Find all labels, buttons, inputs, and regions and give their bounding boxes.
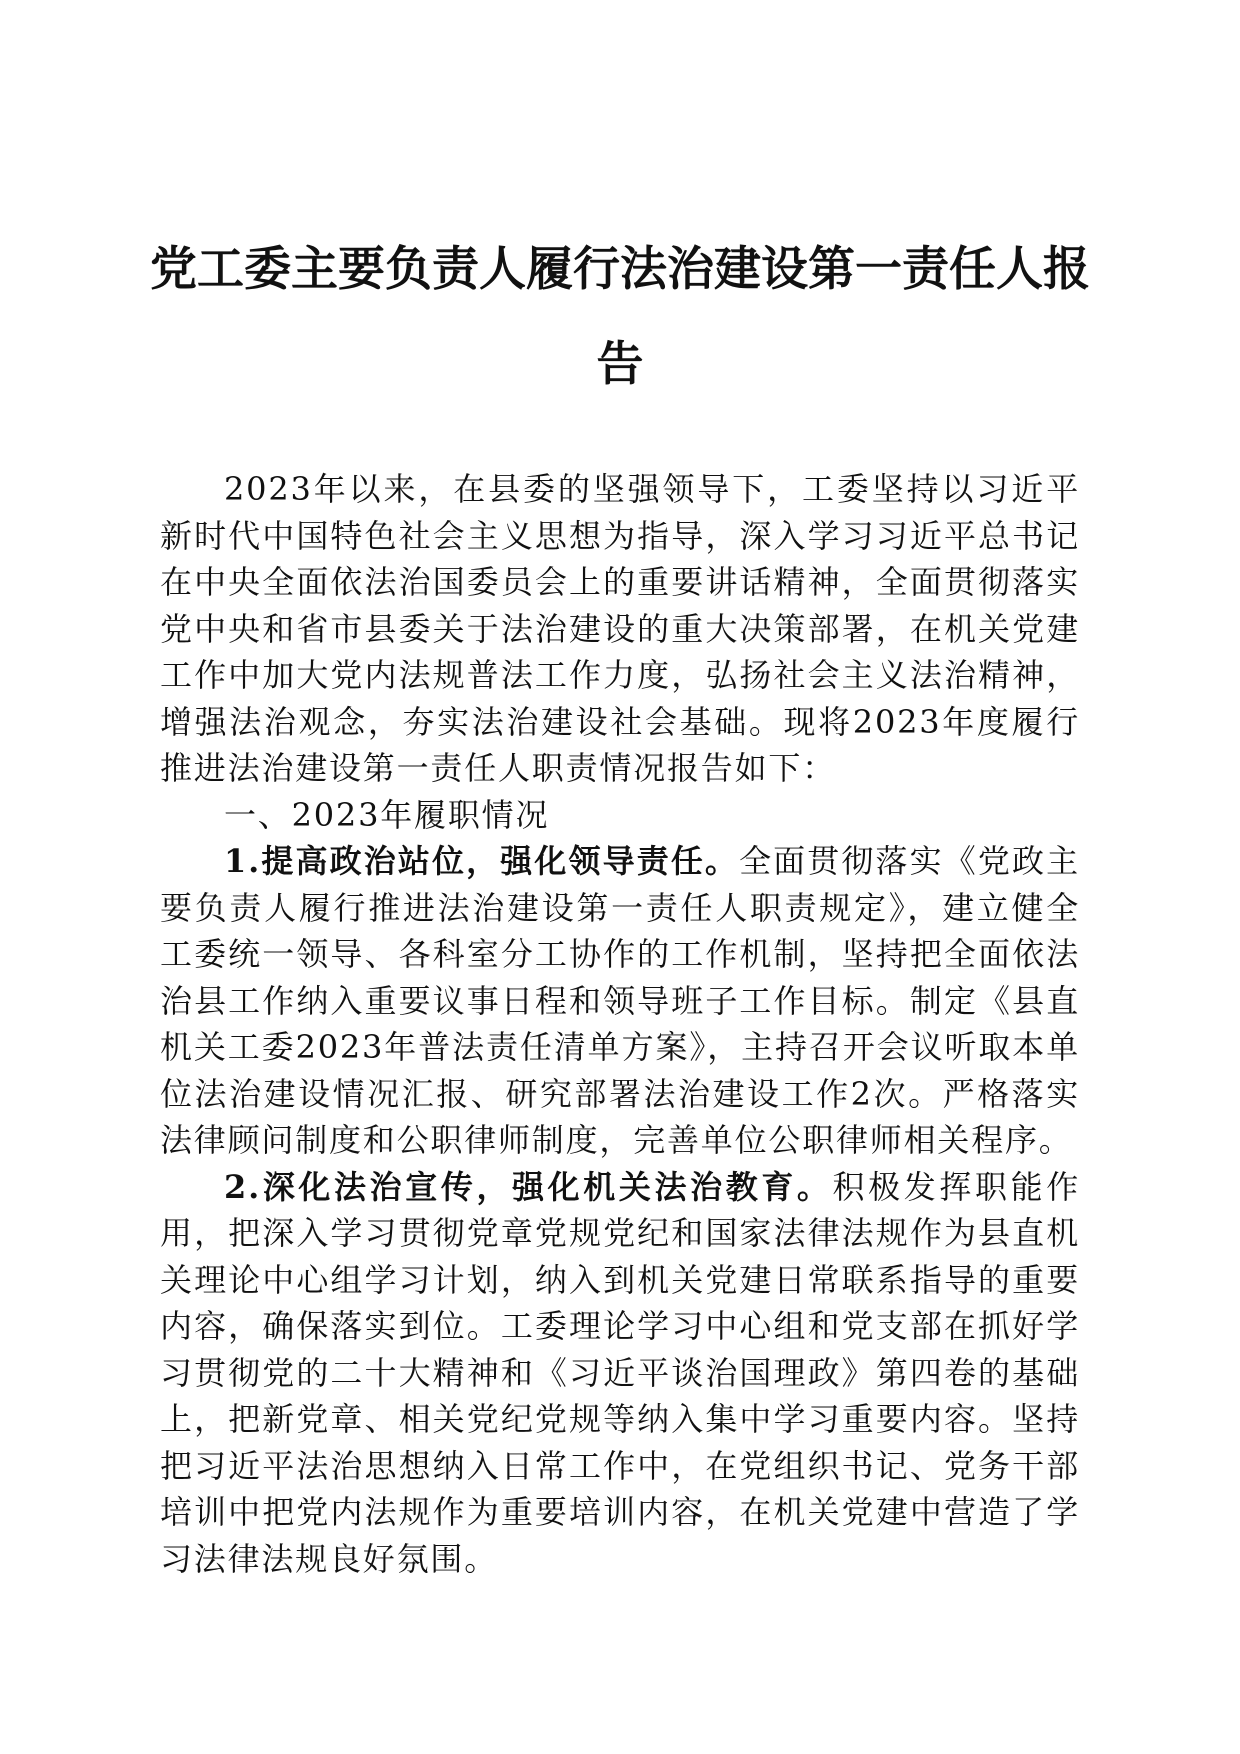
intro-paragraph: 2023年以来，在县委的坚强领导下，工委坚持以习近平新时代中国特色社会主义思想为指导，深入学习习近平总书记在中央全面依法治国委员会上的重要讲话精神，全面贯彻落实党中央和省市县委关于法治建设的重大决策部署，在机关党建工作中加大党内法规普法工作力度，弘扬社会主义法治精神，增强法治观念，夯实法治建设社会基础。现将2023年度履行推进法治建设第一责任人职责情况报告如下： [160,470,1080,787]
item-2-paragraph [160,1164,1080,1583]
item-2-lead: 2.深化法治宣传，强化机关法治教育。 [224,1167,833,1206]
document-title: 党工委主要负责人履行法治建设第一责任人报告 [150,242,1090,392]
item-2-text: 积极发挥职能作用，把深入学习贯彻党章党规党纪和国家法律法规作为县直机关理论中心组学习计划，纳入到机关党建日常联系指导的重要内容，确保落实到位。工委理论学习中心组和党支部在抓好学习贯彻党的二十大精神和《习近平谈治国理政》第四卷的基础上，把新党章、相关党纪党规等纳入集中学习重要内容。坚持把习近平法治思想纳入日常工作中，在党组织书记、党务干部培训中把党内法规作为重要培训内容，在机关党建中营造了学习法律法规良好氛围。 [160,1167,1080,1578]
item-1-lead: 1.提高政治站位，强化领导责任。 [224,842,740,880]
item-1-text: 全面贯彻落实《党政主要负责人履行推进法治建设第一责任人职责规定》，建立健全工委统一领导、各科室分工协作的工作机制，坚持把全面依法治县工作纳入重要议事日程和领导班子工作目标。制定《县直机关工委2023年普法责任清单方案》，主持召开会议听取本单位法治建设情况汇报、研究部署法治建设工作2次。严格落实法律顾问制度和公职律师制度，完善单位公职律师相关程序。 [160,842,1080,1159]
document-body [160,466,1080,1582]
section-heading: 一、2023年履职情况 [224,795,550,834]
item-1-paragraph [160,838,1080,1164]
